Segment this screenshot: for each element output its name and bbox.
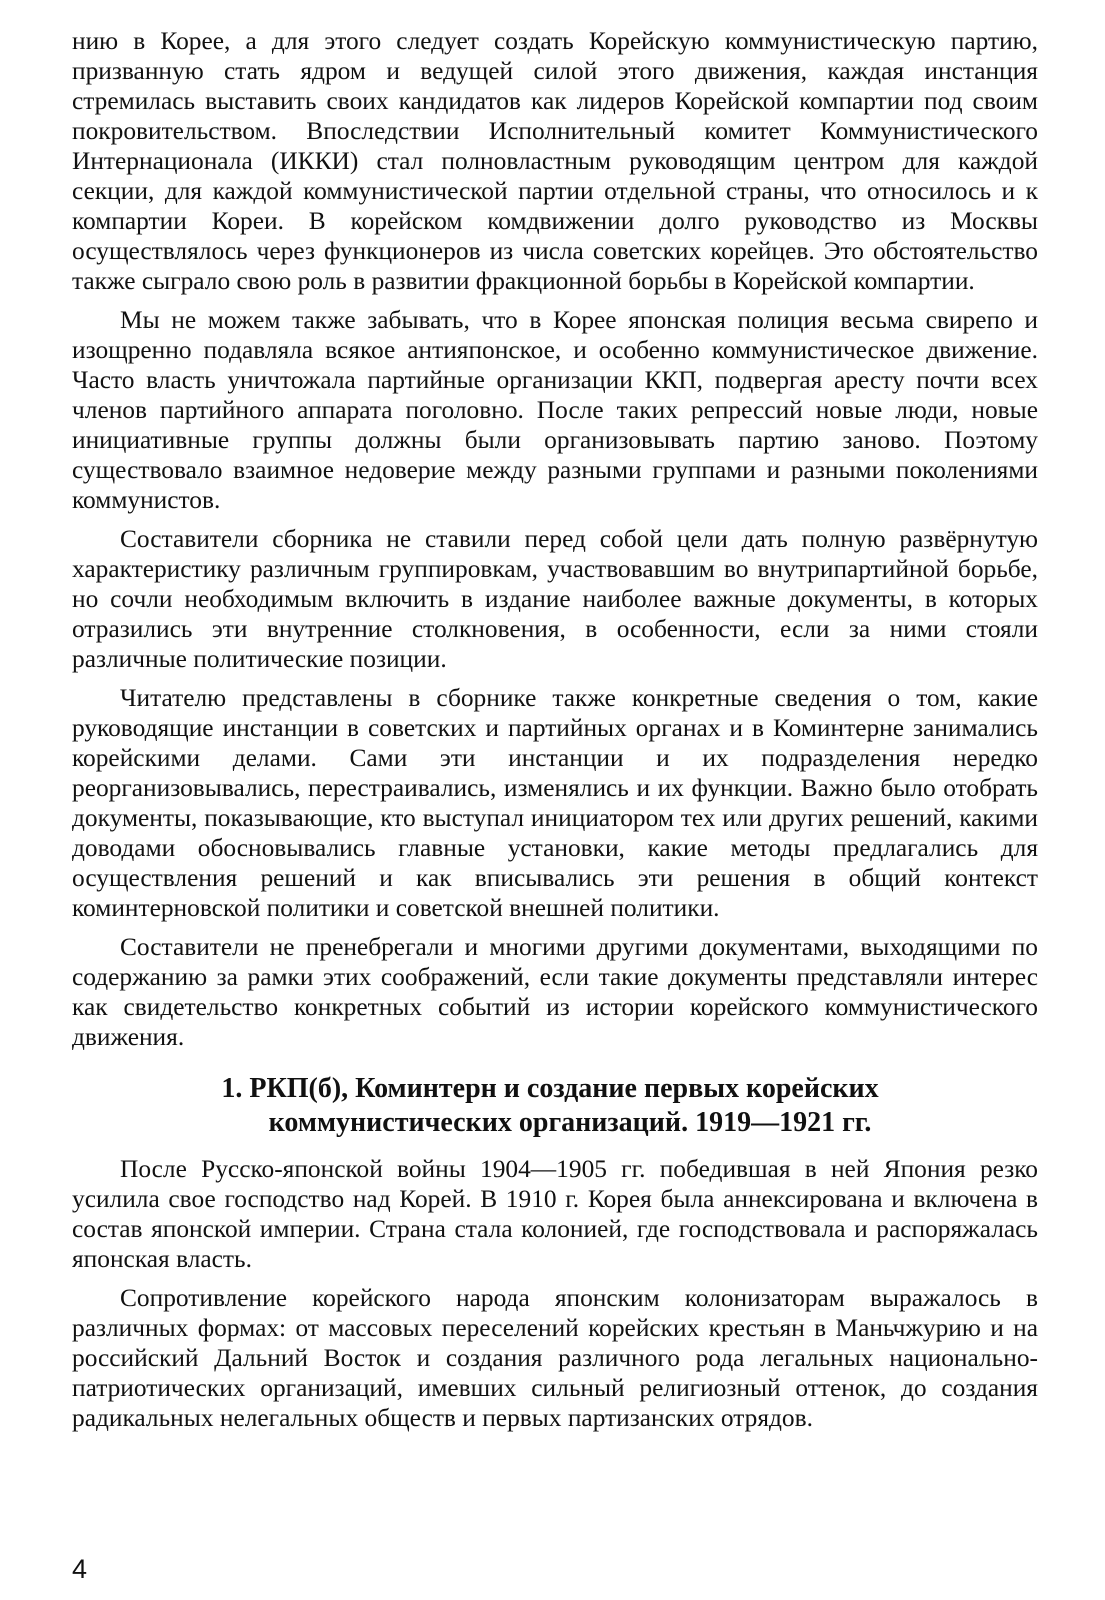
- paragraph-police-repression: Мы не можем также забывать, что в Корее японская полиция весьма свирепо и изощренно подавляла всякое антияпонское, и особенно коммунистическое движение. Часто власть уничтожала партийные организации ККП, подвергая аресту почти всех членов партийного аппарата поголовно. После таких репрессий новые люди, новые инициативные группы должны были организовывать партию заново. Поэтому существовало взаимное недоверие между разными группами и разными поколениями коммунистов.: [72, 306, 1038, 514]
- page-body: [72, 26, 1038, 1442]
- section-heading-line-2: коммунистических организаций. 1919—1921 гг.: [268, 1107, 872, 1138]
- paragraph-continuation: нию в Корее, а для этого следует создать Корейскую коммунистическую партию, призванную стать ядром и ведущей силой этого движения, каждая инстанция стремилась выставить своих кандидатов как лидеров Корейской компартии под своим покровительством. Впоследствии Исполнительный комитет Коммунистического Интернационала (ИККИ) стал полновластным руководящим центром для каждой секции, для каждой коммунистической партии отдельной страны, что относилось и к компартии Кореи. В корейском комдвижении долго руководство из Москвы осуществлялось через функционеров из числа советских корейцев. Это обстоятельство также сыграло свою роль в развитии фракционной борьбы в Корейской компартии.: [72, 27, 1038, 295]
- paragraph-russo-japanese-war: После Русско-японской войны 1904—1905 гг. победившая в ней Япония резко усилила свое господство над Корей. В 1910 г. Корея была аннексирована и включена в состав японской империи. Страна стала колонией, где господствовала и распоряжалась японская власть.: [72, 1155, 1038, 1273]
- section-heading-line-1: 1. РКП(б), Коминтерн и создание первых корейских: [221, 1073, 879, 1104]
- paragraph-korean-resistance: Сопротивление корейского народа японским колонизаторам выражалось в различных формах: от массовых переселений корейских крестьян в Маньчжурию и на российский Дальний Восток и создания различного рода легальных национально-патриотических организаций, имевших сильный религиозный оттенок, до создания радикальных нелегальных обществ и первых партизанских отрядов.: [72, 1284, 1038, 1432]
- paragraph-other-documents: Составители не пренебрегали и многими другими документами, выходящими по содержанию за рамки этих соображений, если такие документы представляли интерес как свидетельство конкретных событий из истории корейского коммунистического движения.: [72, 933, 1038, 1051]
- paragraph-governing-bodies: Читателю представлены в сборнике также конкретные сведения о том, какие руководящие инстанции в советских и партийных органах и в Коминтерне занимались корейскими делами. Сами эти инстанции и их подразделения нередко реорганизовывались, перестраивались, изменялись и их функции. Важно было отобрать документы, показывающие, кто выступал инициатором тех или других решений, какими доводами обосновывались главные установки, какие методы предлагались для осуществления решений и как вписывались эти решения в общий контекст коминтерновской политики и советской внешней политики.: [72, 684, 1038, 922]
- section-heading: [72, 1072, 1038, 1140]
- paragraph-compilers-goals: Составители сборника не ставили перед собой цели дать полную развёрнутую характеристику различным группировкам, участвовавшим во внутрипартийной борьбе, но сочли необходимым включить в издание наиболее важные документы, в которых отразились эти внутренние столкновения, в особенности, если за ними стояли различные политические позиции.: [72, 525, 1038, 673]
- page-number: 4: [72, 1554, 88, 1584]
